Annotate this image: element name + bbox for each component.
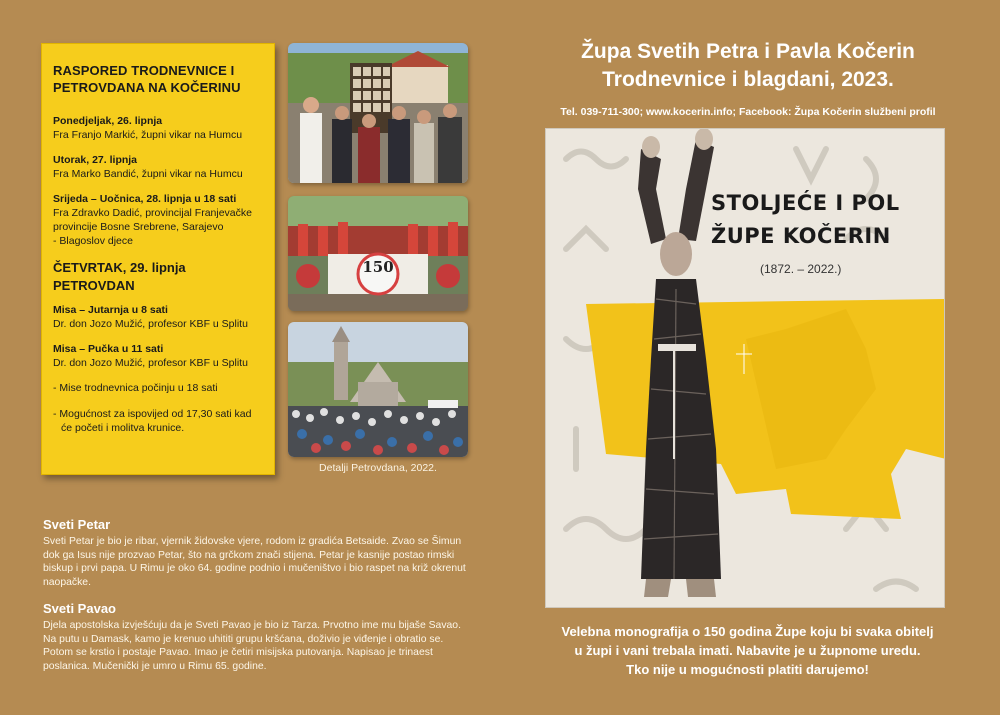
parish-header	[518, 38, 978, 118]
event-title: Trodnevnice i blagdani, 2023.	[602, 68, 894, 91]
mass-item	[53, 342, 264, 370]
saint-pavao-text: Djela apostolska izvješćuju da je Sveti Pavao je bio iz Tarza. Prvotno ime mu bijaše Savao. Na putu u Damask, kamo je krenuo uhititi grupu kršćana, doživio je viđenje i obratio se. Potom se krstio i postaje Pavao. Imao je četiri misijska putovanja. Napisao je trinaest poslanica. Mučenički je umro u Rimu 65. godine.	[43, 620, 461, 672]
photo-church-crowd	[288, 322, 468, 457]
schedule-item	[53, 114, 264, 142]
cover-years: (1872. – 2022.)	[760, 262, 842, 276]
saint-petar-title: Sveti Petar	[43, 517, 111, 532]
schedule-preacher: Fra Marko Bandić, župni vikar na Humcu	[53, 168, 243, 180]
monograph-cover	[545, 128, 945, 608]
mass-celebrant: Dr. don Jozo Mužić, profesor KBF u Splitu	[53, 318, 248, 330]
schedule-day: Srijeda – Uočnica, 28. lipnja u 18 sati	[53, 193, 237, 205]
promo-line: Tko nije u mogućnosti platiti darujemo!	[626, 662, 869, 677]
photo-caption: Detalji Petrovdana, 2022.	[319, 462, 437, 474]
promo-line: u župi i vani trebala imati. Nabavite je u župnome uredu.	[574, 643, 921, 658]
cover-title	[711, 187, 941, 253]
mass-celebrant: Dr. don Jozo Mužić, profesor KBF u Splitu	[53, 357, 248, 369]
feast-name: PETROVDAN	[53, 278, 135, 293]
schedule-title: RASPORED TRODNEVNICE I PETROVDANA NA KOČERINU	[53, 63, 241, 95]
saint-pavao-section	[43, 601, 468, 673]
schedule-extra: - Blagoslov djece	[53, 235, 133, 247]
monograph-promo	[520, 622, 975, 679]
promo-line: Velebna monografija o 150 godina Župe koju bi svaka obitelj	[561, 624, 934, 639]
schedule-item	[53, 153, 264, 181]
schedule-preacher: Fra Zdravko Dadić, provincijal Franjevačke provincije Bosne Srebrene, Sarajevo	[53, 207, 252, 233]
photo-altar	[288, 196, 468, 311]
parish-name: Župa Svetih Petra i Pavla Kočerin	[581, 40, 915, 63]
cover-title-line2: ŽUPE KOČERIN	[711, 224, 891, 248]
contact-info: Tel. 039-711-300; www.kocerin.info; Facebook: Župa Kočerin službeni profil	[560, 106, 936, 118]
anniversary-badge: 150	[362, 258, 394, 276]
mass-time: Misa – Pučka u 11 sati	[53, 343, 164, 355]
mass-item	[53, 303, 264, 331]
feast-day: ČETVRTAK, 29. lipnja	[53, 260, 186, 275]
photo-procession	[288, 43, 468, 183]
schedule-preacher: Fra Franjo Markić, župni vikar na Humcu	[53, 129, 243, 141]
saint-petar-text: Sveti Petar je bio je ribar, vjernik židovske vjere, rodom iz gradića Betsaide. Zvao se Šimun dok ga Isus nije prozvao Petar, što na grčkom znači stijena. Petar je kasnije postao rimski biskup i prvi papa. U Rimu je oko 64. godine podnio i mučeništvo i bio raspet na križ okrenut naopačke.	[43, 536, 466, 588]
cover-title-line1: STOLJEĆE I POL	[711, 191, 900, 215]
feast-heading	[53, 259, 264, 295]
saint-pavao-title: Sveti Pavao	[43, 601, 116, 616]
mass-time: Misa – Jutarnja u 8 sati	[53, 304, 168, 316]
schedule-note: - Mise trodnevnica počinju u 18 sati	[53, 382, 218, 394]
schedule-note: - Mogućnost za ispovijed od 17,30 sati kad će početi i molitva krunice.	[53, 408, 252, 434]
saint-petar-section	[43, 517, 468, 589]
schedule-day: Ponedjeljak, 26. lipnja	[53, 115, 163, 127]
schedule-day: Utorak, 27. lipnja	[53, 154, 138, 166]
schedule-box	[41, 43, 275, 475]
schedule-item	[53, 192, 264, 248]
